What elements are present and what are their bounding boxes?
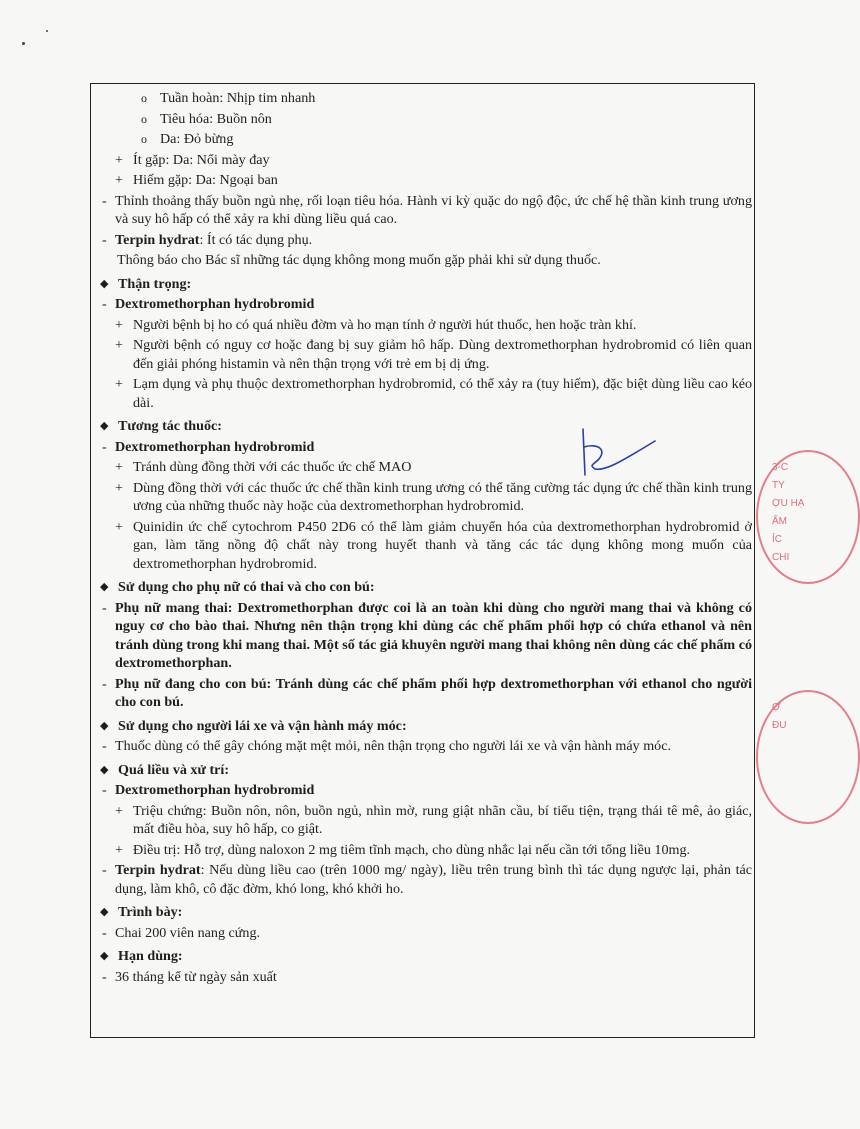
line-text: Điều trị: Hỗ trợ, dùng naloxon 2 mg tiêm tĩnh mạch, cho dùng nhắc lại nếu cần tới tổng liều 10mg.: [133, 841, 691, 858]
line-dash: [100, 924, 752, 943]
line-text: Thận trọng:: [118, 275, 192, 292]
bullet-marker: ◆: [100, 277, 109, 290]
line-text: Sử dụng cho người lái xe và vận hành máy móc:: [118, 717, 407, 734]
plus-marker: +: [115, 841, 123, 858]
line-text: Tuần hoàn: Nhịp tim nhanh: [160, 90, 316, 106]
line-text: Tránh dùng đồng thời với các thuốc ức chế MAO: [133, 459, 412, 475]
line-dash: [100, 295, 752, 314]
line-text: Quá liều và xử trí:: [118, 761, 230, 778]
line-plus: [100, 841, 752, 860]
line-circ: [100, 89, 752, 108]
dash-marker: -: [102, 296, 107, 312]
stamp-text: TY: [772, 480, 785, 491]
line-text: Phụ nữ đang cho con bú: Tránh dùng các chế phẩm phối hợp dextromethorphan với ethanol cho người cho con bú.: [115, 675, 752, 710]
line-bullet: [100, 717, 752, 736]
line-circ: [100, 110, 752, 129]
dash-marker: -: [102, 599, 107, 616]
line-text: Dextromethorphan hydrobromid: [115, 296, 315, 312]
line-circ: [100, 130, 752, 149]
plus-marker: +: [115, 172, 123, 188]
line-plus: [100, 518, 752, 574]
line-dash: [100, 861, 752, 898]
line-text: Tương tác thuốc:: [118, 418, 222, 434]
plus-marker: +: [115, 376, 123, 392]
line-plus: [100, 171, 752, 190]
line-text: Ít gặp: Da: Nổi mày đay: [133, 151, 270, 168]
dash-marker: -: [102, 738, 107, 754]
plus-marker: +: [115, 316, 123, 333]
line-dash: [100, 968, 752, 987]
line-text: Lạm dụng và phụ thuộc dextromethorphan hydrobromid, có thể xảy ra (tuy hiếm), đặc biệt dùng liều cao kéo dài.: [133, 376, 752, 411]
plus-marker: +: [115, 518, 123, 535]
line-plus: [100, 316, 752, 335]
line-dash: [100, 192, 752, 229]
bold-lead: Terpin hydrat: [115, 231, 200, 248]
line-text: Hiếm gặp: Da: Ngoại ban: [133, 172, 278, 188]
line-text: Chai 200 viên nang cứng.: [115, 924, 261, 941]
bullet-marker: ◆: [100, 906, 109, 918]
line-text: Thỉnh thoảng thấy buồn ngủ nhẹ, rối loạn tiêu hóa. Hành vi kỳ quặc do ngộ độc, ức chế hệ thần kinh trung ương và suy hô hấp có thể xảy ra khi dùng liều quá cao.: [115, 192, 752, 227]
line-text: Người bệnh có nguy cơ hoặc đang bị suy giảm hô hấp. Dùng dextromethorphan hydrobromid có liên quan đến giải phóng histamin và nên thận trọng với trẻ em bị dị ứng.: [133, 337, 752, 372]
line-dash: [100, 599, 752, 673]
plus-marker: +: [115, 802, 123, 819]
scan-speck: [22, 42, 25, 45]
line-text: Người bệnh bị ho có quá nhiều đờm và ho mạn tính ở người hút thuốc, hen hoặc tràn khí.: [133, 316, 637, 333]
line-text: Tiêu hóa: Buồn nôn: [160, 110, 272, 127]
line-dash: [100, 781, 752, 800]
line-plus: [100, 336, 752, 373]
bullet-marker: ◆: [100, 950, 109, 962]
bullet-marker: ◆: [100, 581, 109, 593]
dash-marker: -: [102, 231, 107, 248]
stamp-text: ĐU: [772, 720, 787, 731]
dash-marker: -: [102, 924, 107, 941]
line-dash: [100, 675, 752, 712]
company-stamp-lower: [756, 690, 860, 824]
line-text: Dextromethorphan hydrobromid: [115, 438, 315, 455]
scan-speck: [46, 30, 48, 32]
line-text: Phụ nữ mang thai: Dextromethorphan được coi là an toàn khi dùng cho người mang thai và không có nguy cơ cho bào thai. Nhưng nên thận trọng khi dùng các chế phẩm phối hợp có chứa ethanol và nên tránh dùng trong khi mang thai. Một số tác giả khuyên người mang thai không nên dùng các chế phẩm có dextromethorphan.: [115, 599, 752, 671]
handwritten-signature: [575, 425, 665, 485]
bullet-marker: ◆: [100, 763, 109, 776]
dash-marker: -: [102, 192, 107, 209]
plus-marker: +: [115, 479, 123, 496]
stamp-text: ỈC: [772, 534, 782, 545]
line-bullet: [100, 275, 752, 294]
line-indent: [100, 251, 752, 270]
circ-marker: o: [141, 111, 147, 126]
line-plus: [100, 151, 752, 170]
company-stamp-upper: [756, 450, 860, 584]
plus-marker: +: [115, 337, 123, 353]
line-dash: [100, 737, 752, 756]
line-dash: [100, 231, 752, 250]
dash-marker: -: [102, 438, 107, 455]
line-text: Triệu chứng: Buồn nôn, nôn, buồn ngủ, nhìn mờ, rung giật nhãn cầu, bí tiểu tiện, trạng thái tê mê, ảo giác, mất điều hòa, suy hô hấp, co giật.: [133, 802, 752, 837]
dash-marker: -: [102, 862, 107, 878]
plus-marker: +: [115, 151, 123, 168]
bold-lead: Terpin hydrat: [115, 862, 201, 878]
bullet-marker: ◆: [100, 420, 109, 432]
stamp-text: CHI: [772, 552, 790, 563]
line-bullet: [100, 761, 752, 780]
line-text: Sử dụng cho phụ nữ có thai và cho con bú:: [118, 579, 375, 595]
line-text: Trình bày:: [118, 904, 183, 920]
line-text: Thuốc dùng có thể gây chóng mặt mệt mỏi, nên thận trọng cho người lái xe và vận hành máy móc.: [115, 738, 671, 754]
dash-marker: -: [102, 968, 107, 985]
dash-marker: -: [102, 675, 107, 692]
line-bullet: [100, 578, 752, 597]
line-plus: [100, 375, 752, 412]
document-body: [100, 87, 752, 986]
line-bullet: [100, 903, 752, 922]
dash-marker: -: [102, 782, 107, 798]
circ-marker: o: [141, 91, 147, 105]
line-text: : Ít có tác dụng phụ.: [199, 231, 313, 248]
line-text: Dextromethorphan hydrobromid: [115, 782, 315, 798]
line-text: Da: Đỏ bừng: [160, 131, 234, 147]
line-text: Thông báo cho Bác sĩ những tác dụng không mong muốn gặp phải khi sử dụng thuốc.: [117, 252, 601, 268]
line-text: Dùng đồng thời với các thuốc ức chế thần kinh trung ương có thể tăng cường tác dụng ức chế thần kinh trung ương của những thuốc này hoặc của dextromethorphan hydrobromid.: [133, 479, 752, 514]
plus-marker: +: [115, 459, 123, 475]
line-text: 36 tháng kể từ ngày sản xuất: [115, 968, 277, 985]
line-text: : Nếu dùng liều cao (trên 1000 mg/ ngày), liều trên trung bình thì tác dụng ngược lại, phản tác dụng, làm khô, cô đặc đờm, khó long, khó khởi ho.: [115, 862, 752, 897]
stamp-text: ỢU HẠ: [772, 498, 805, 509]
stamp-text: ẨM: [772, 516, 787, 527]
stamp-text: Ợ: [772, 702, 781, 713]
bullet-marker: ◆: [100, 719, 109, 732]
line-plus: [100, 802, 752, 839]
line-bullet: [100, 947, 752, 966]
line-text: Quinidin ức chế cytochrom P450 2D6 có thể làm giảm chuyển hóa của dextromethorphan hydrobromid ở gan, làm tăng nồng độ chất này trong huyết thanh và tăng các tác dụng không mong muốn của dextromethorphan hydrobromid.: [133, 518, 752, 572]
stamp-text: 3-C: [772, 462, 789, 473]
line-text: Hạn dùng:: [118, 948, 183, 964]
circ-marker: o: [141, 132, 147, 146]
